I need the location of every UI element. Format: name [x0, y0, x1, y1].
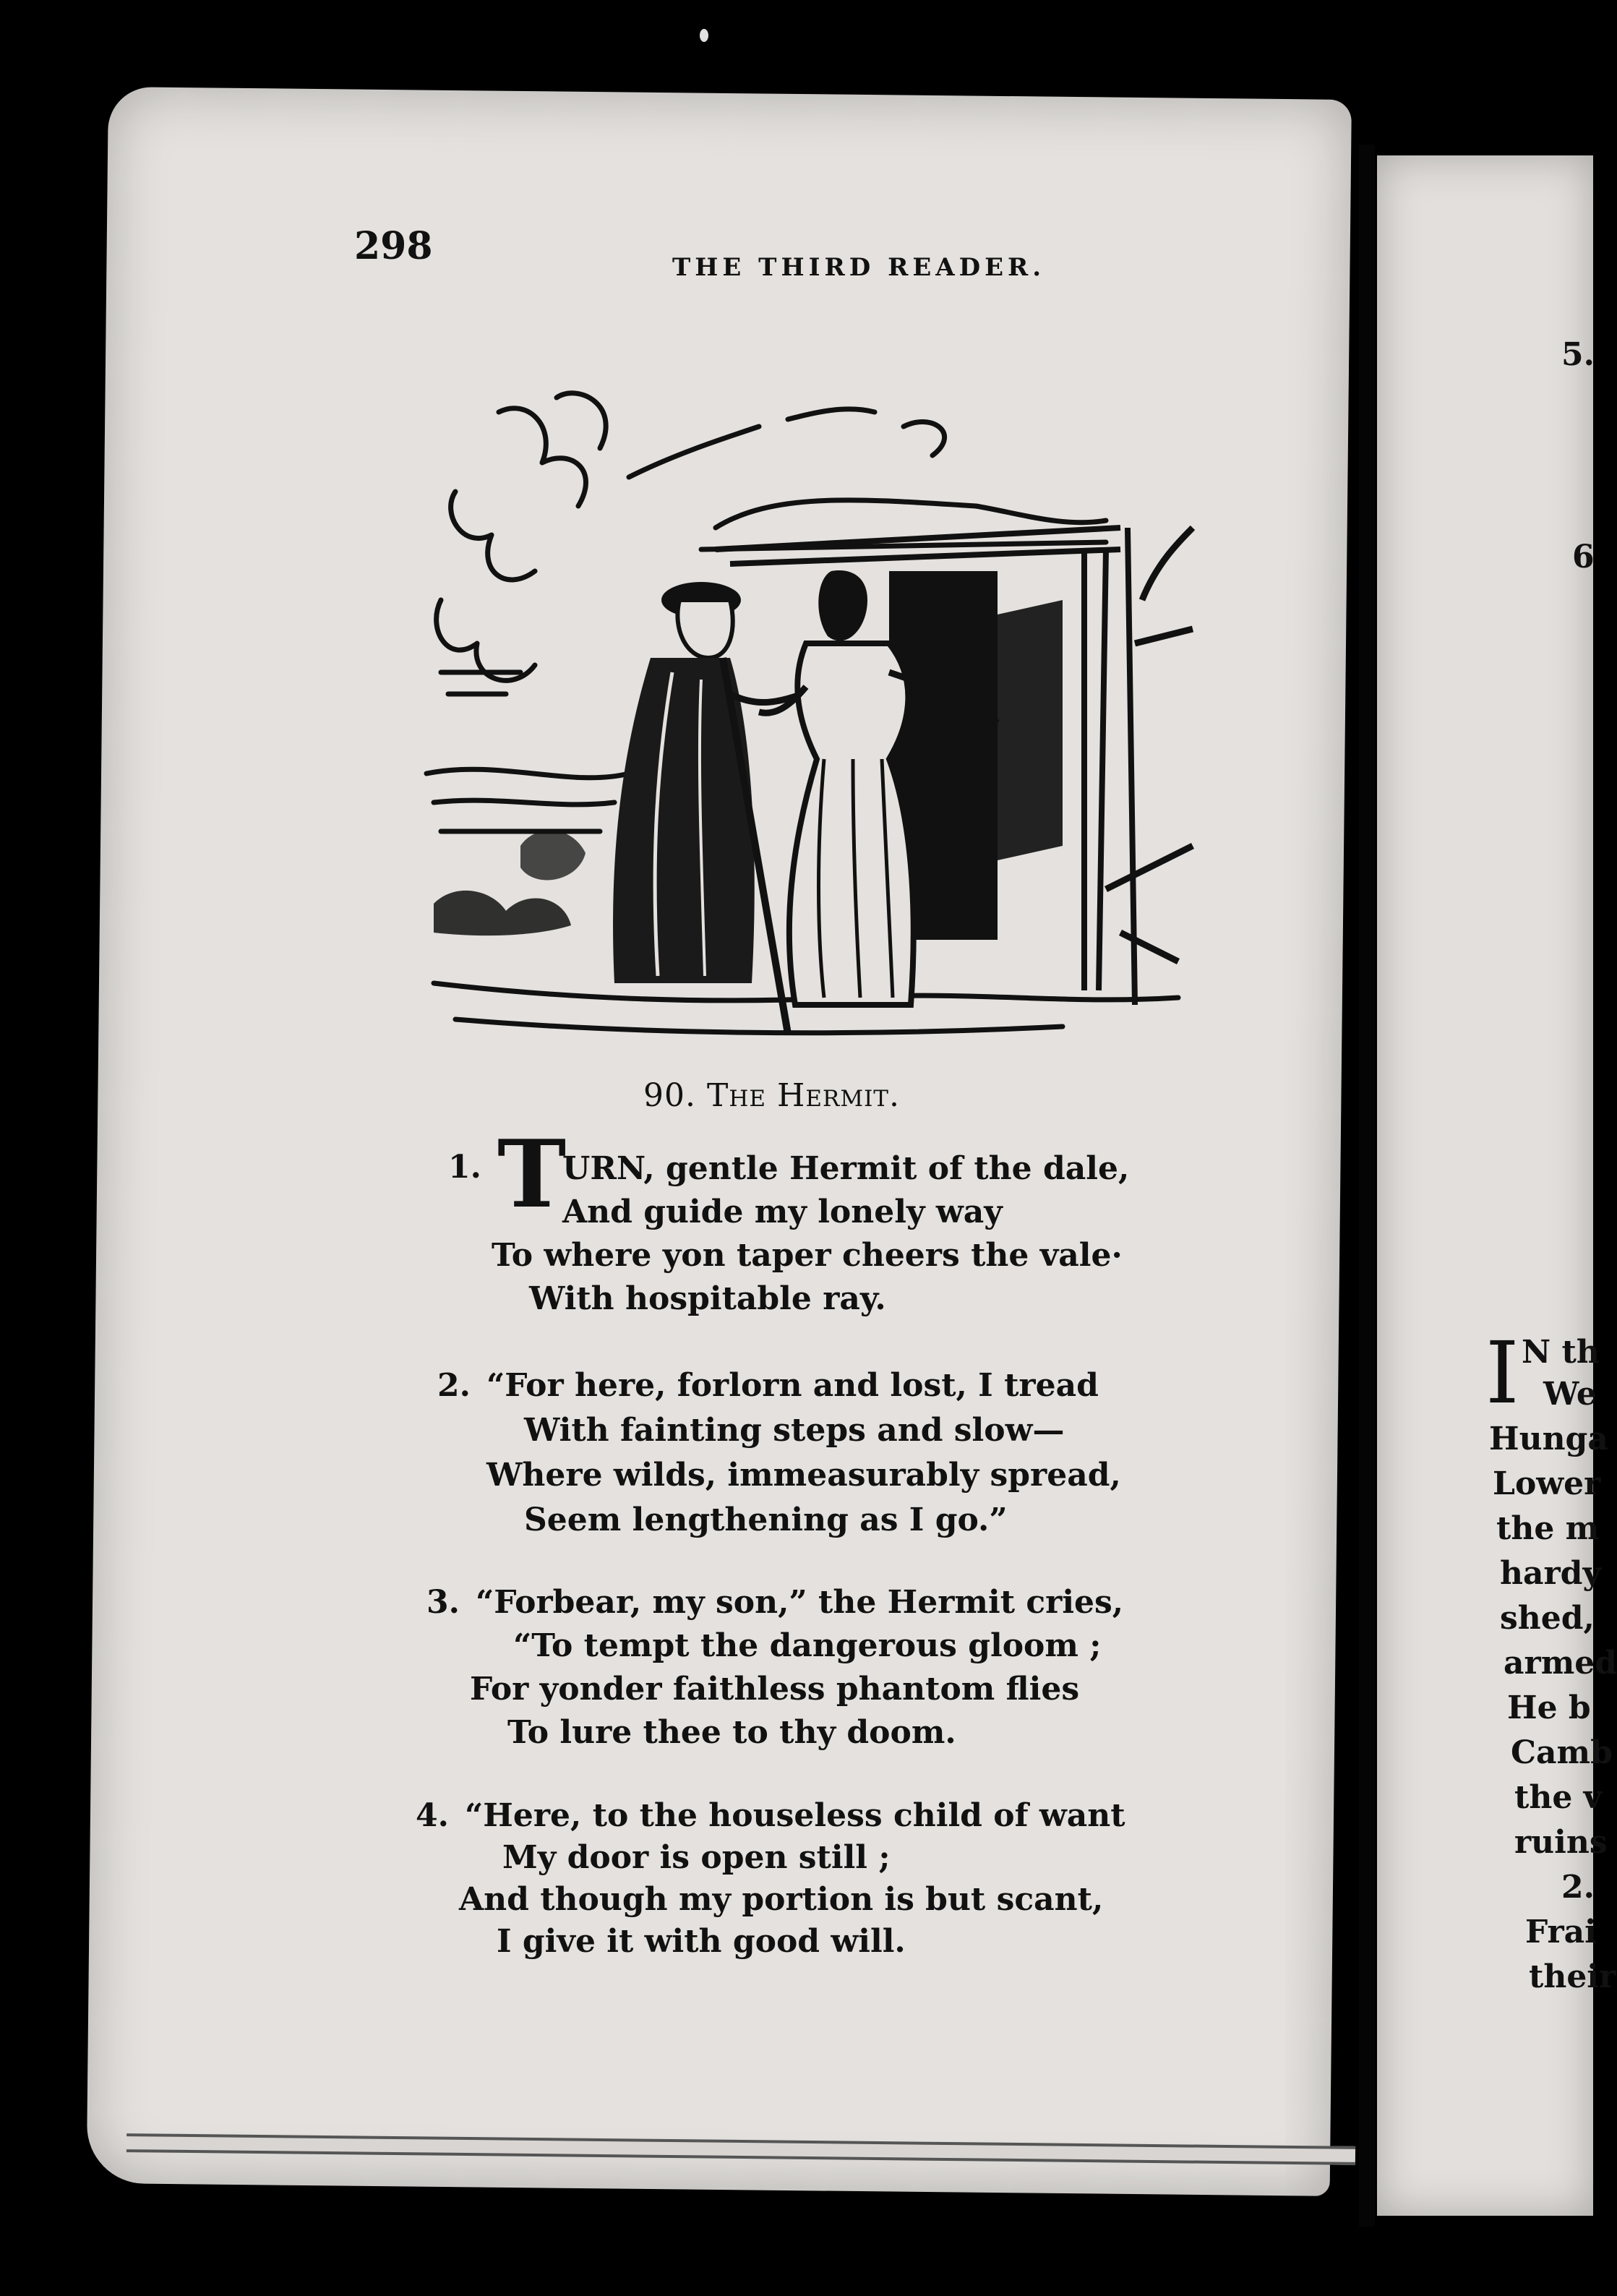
right-page-text-fragment: 2. — [1561, 1869, 1595, 1906]
running-head: THE THIRD READER. — [672, 253, 1046, 282]
verse-line: “For here, forlorn and lost, I tread — [486, 1367, 1099, 1404]
right-page-text-fragment: Lower — [1493, 1465, 1601, 1502]
verse-line: “Here, to the houseless child of want — [465, 1797, 1125, 1834]
right-page-text-fragment: hardy — [1500, 1555, 1602, 1592]
lesson-title-text: The Hermit. — [706, 1077, 900, 1114]
right-page-text-fragment: ruins — [1514, 1824, 1608, 1861]
drop-cap: T — [497, 1121, 567, 1229]
verse-line: To lure thee to thy doom. — [507, 1714, 956, 1751]
dust-speck — [700, 29, 708, 42]
right-page-text-fragment: their — [1529, 1958, 1616, 1995]
verse-line: To where yon taper cheers the vale· — [492, 1237, 1123, 1274]
stanza-4 — [416, 1793, 1240, 1981]
stanza-3 — [426, 1580, 1236, 1768]
right-page-drop-cap: I — [1485, 1323, 1519, 1423]
lesson-title — [643, 1077, 900, 1114]
page-number: 298 — [354, 224, 433, 268]
right-page-text-fragment: Camb — [1511, 1734, 1613, 1771]
verse-line: Where wilds, immeasurably spread, — [486, 1457, 1121, 1494]
right-page-text-fragment: N th — [1522, 1334, 1600, 1371]
verse-line: Seem lengthening as I go.” — [524, 1502, 1008, 1538]
right-page-text-fragment: We — [1543, 1376, 1597, 1413]
lesson-number: 90. — [643, 1077, 696, 1114]
right-page-stanza-number: 6 — [1572, 539, 1595, 575]
right-page-text-fragment: He b — [1507, 1689, 1591, 1726]
woodcut-hermit-and-traveler-illustration — [412, 383, 1200, 1048]
verse-line: For yonder faithless phantom flies — [470, 1671, 1080, 1708]
stanza-number: 4. — [416, 1797, 449, 1834]
verse-line: “To tempt the dangerous gloom ; — [513, 1627, 1102, 1664]
verse-line: With hospitable ray. — [529, 1280, 886, 1317]
verse-line: And guide my lonely way — [562, 1194, 1003, 1230]
stanza-number: 2. — [437, 1367, 471, 1404]
stanza-number: 1. — [448, 1149, 481, 1186]
verse-line: URN, gentle Hermit of the dale, — [562, 1150, 1130, 1187]
stanza-1 — [448, 1121, 1243, 1334]
verse-line: My door is open still ; — [502, 1839, 891, 1876]
right-page-text-fragment: armed — [1504, 1645, 1617, 1682]
verse-line: “Forbear, my son,” the Hermit cries, — [476, 1584, 1124, 1621]
stanza-2 — [437, 1363, 1232, 1551]
verse-line: With fainting steps and slow— — [524, 1412, 1065, 1449]
right-page-text-fragment: shed, — [1500, 1600, 1595, 1637]
right-page-text-fragment: the v — [1514, 1779, 1603, 1816]
right-page-text-fragment: the m — [1496, 1510, 1600, 1547]
verse-line: And though my portion is but scant, — [459, 1881, 1104, 1918]
stanza-number: 3. — [426, 1584, 460, 1621]
book-gutter — [1359, 145, 1375, 2227]
right-page-text-fragment: Hunga — [1489, 1421, 1608, 1457]
right-page-text-fragment: Frai — [1525, 1914, 1597, 1950]
right-page-stanza-number: 5. — [1561, 336, 1595, 373]
verse-line: I give it with good will. — [497, 1923, 906, 1960]
